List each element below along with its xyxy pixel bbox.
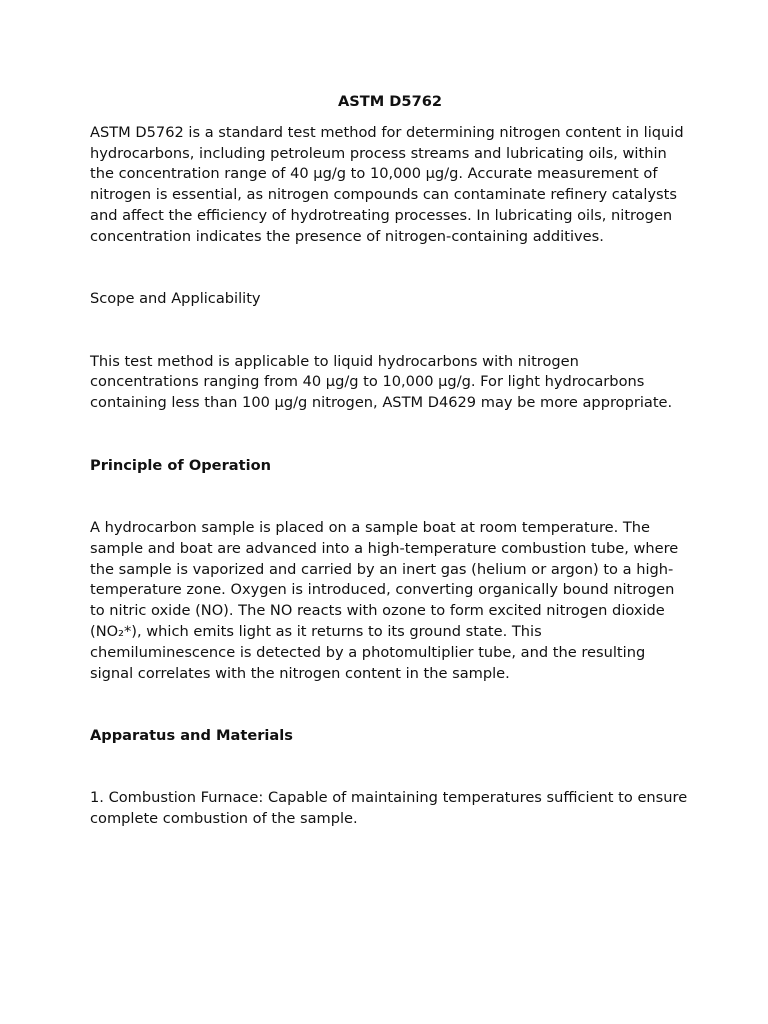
- section-heading-scope: Scope and Applicability: [90, 290, 261, 308]
- list-item: 1. Combustion Furnace: Capable of maintaining temperatures sufficient to ensure complete combustion of the sample.: [90, 789, 688, 828]
- document-content: [90, 92, 690, 830]
- intro-paragraph: ASTM D5762 is a standard test method for determining nitrogen content in liquid hydrocarbons, including petroleum process streams and lubricating oils, within the concentration range of 40 µg/g to 10,000 µg/g. Accurate measurement of nitrogen is essential, as nitrogen compounds can contaminate refinery catalysts and affect the efficiency of hydrotreating processes. In lubricating oils, nitrogen concentration indicates the presence of nitrogen-containing additives.: [90, 123, 684, 245]
- section-body-scope: This test method is applicable to liquid hydrocarbons with nitrogen concentrations ranging from 40 µg/g to 10,000 µg/g. For light hydrocarbons containing less than 100 µg/g nitrogen, ASTM D4629 may be more appropriate.: [90, 352, 673, 412]
- section-heading-principle: Principle of Operation: [90, 456, 272, 474]
- document-title: ASTM D5762: [337, 93, 443, 110]
- section-body-principle: A hydrocarbon sample is placed on a sample boat at room temperature. The sample and boat are advanced into a high-temperature combustion tube, where the sample is vaporized and carried by an inert gas (helium or argon) to a high-temperature zone. Oxygen is introduced, converting organically bound nitrogen to nitric oxide (NO). The NO reacts with ozone to form excited nitrogen dioxide (NO₂*), which emits light as it returns to its ground state. This chemiluminescence is detected by a photomultiplier tube, and the resulting signal correlates with the nitrogen content in the sample.: [90, 518, 679, 682]
- section-heading-apparatus: Apparatus and Materials: [90, 726, 293, 744]
